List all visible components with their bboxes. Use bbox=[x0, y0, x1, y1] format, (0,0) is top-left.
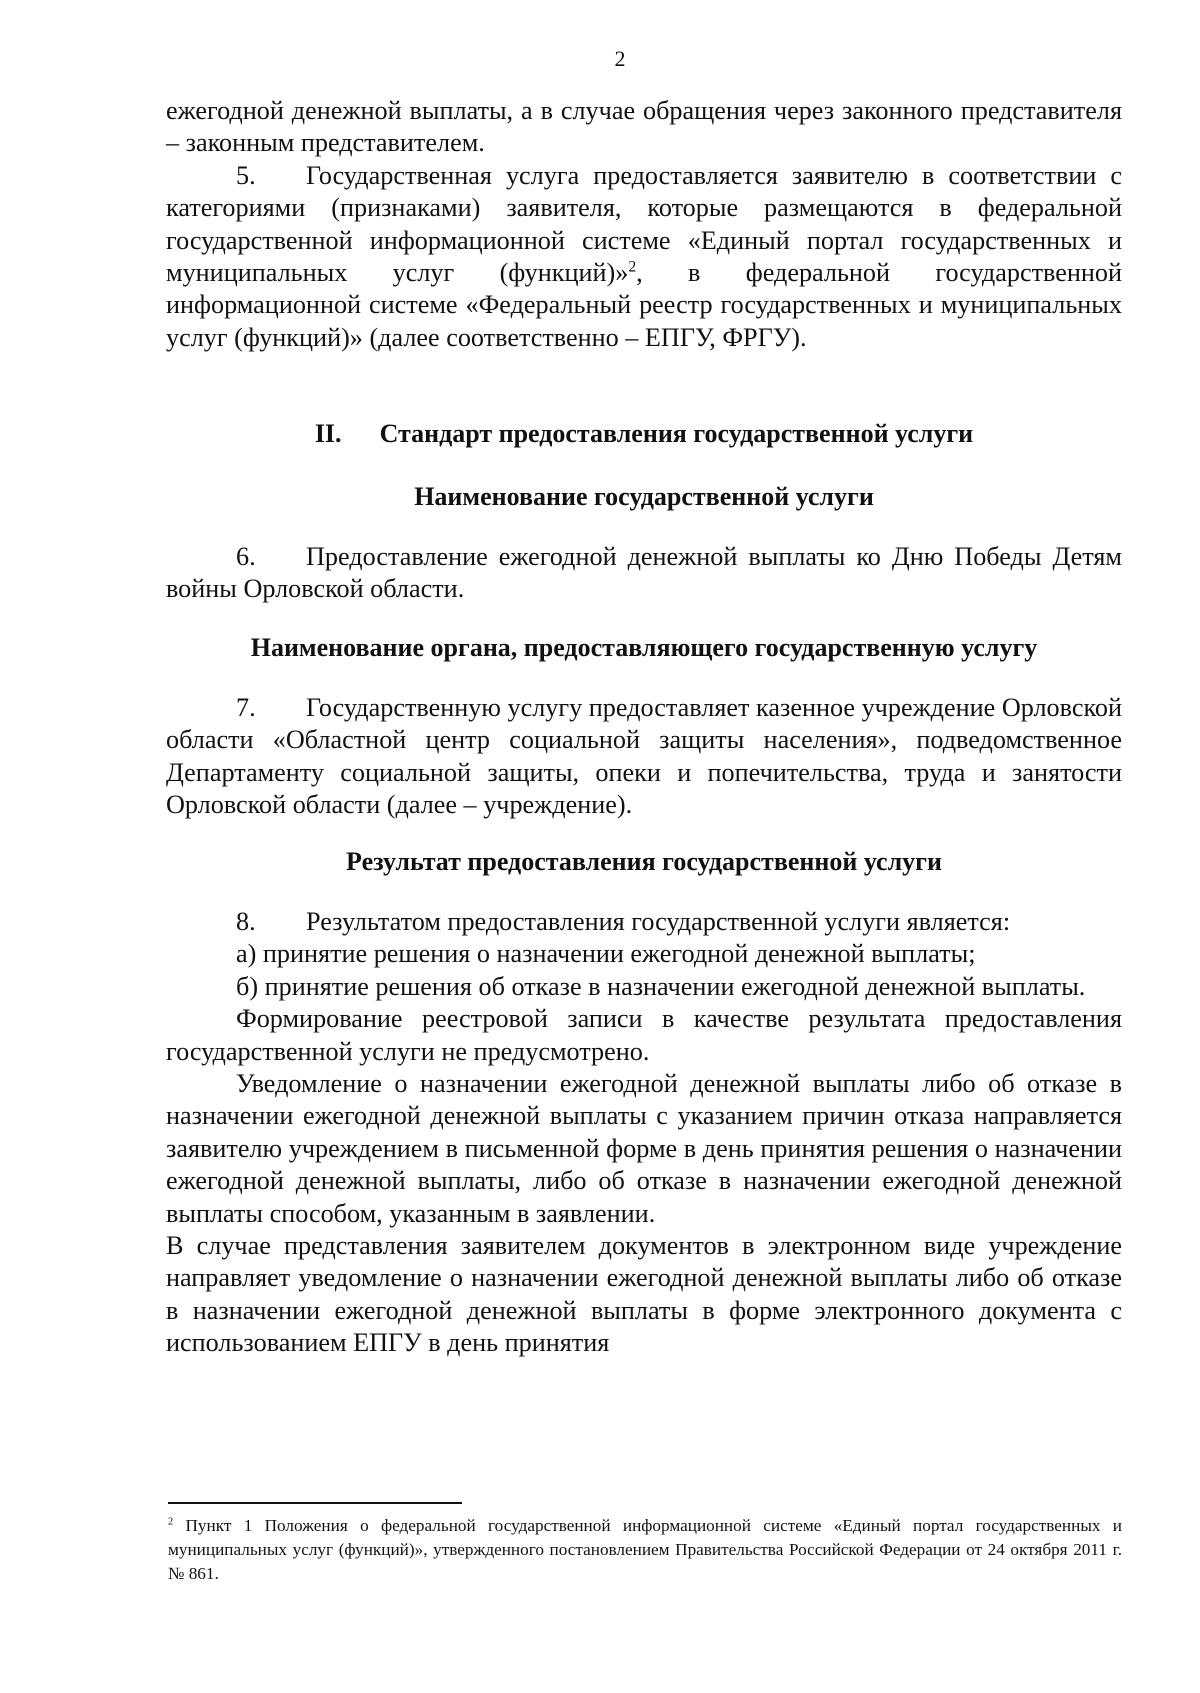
paragraph-8 bbox=[166, 906, 1122, 938]
paragraph-5-text-a: Государственная услуга предоставляется заявителю в соответствии с категориями (признаками) заявителя, которые размещаются в федеральной государственной информационной системе «Единый портал государственных и муниципальных услуг (функций)» bbox=[166, 160, 1122, 288]
paragraph-6 bbox=[166, 541, 1122, 606]
continuation-paragraph: ежегодной денежной выплаты, а в случае обращения через законного представителя – законным представителем. bbox=[166, 96, 1122, 158]
paragraph-5 bbox=[166, 160, 1122, 354]
paragraph-6-text: Предоставление ежегодной денежной выплаты ко Дню Победы Детям войны Орловской области. bbox=[166, 542, 1122, 604]
footnote-ref-2[interactable]: 2 bbox=[628, 258, 637, 276]
section-2-heading bbox=[166, 418, 1122, 450]
paragraph-7-text: Государственную услугу предоставляет казенное учреждение Орловской области «Областной центр социальной защиты населения», подведомственное Департаменту социальной защиты, опеки и попечительства, труда и занятости Орловской области (далее – учреждение). bbox=[166, 693, 1122, 820]
paragraph-7 bbox=[166, 692, 1122, 822]
notice-paragraph: Уведомление о назначении ежегодной денежной выплаты либо об отказе в назначении ежегодной денежной выплаты с указанием причин отказа направляется заявителю учреждением в письменной форме в день принятия решения о назначении ежегодной денежной выплаты, либо об отказе в назначении ежегодной денежной выплаты способом, указанным в заявлении. bbox=[166, 1069, 1122, 1228]
paragraph-8-text: Результатом предоставления государственной услуги является: bbox=[306, 907, 1011, 936]
paragraph-8-number: 8. bbox=[236, 907, 256, 936]
paragraph-7-block bbox=[166, 692, 1122, 822]
paragraph-5-number: 5. bbox=[236, 160, 256, 190]
registry-paragraph: Формирование реестровой записи в качестве результата предоставления государственной услуги не предусмотрено. bbox=[166, 1004, 1122, 1066]
paragraph-6-number: 6. bbox=[236, 542, 256, 571]
paragraph-7-number: 7. bbox=[236, 693, 256, 722]
paragraph-5-text-b: , в федеральной государственной информационной системе «Федеральный реестр государственных и муниципальных услуг (функций)» (далее соответственно – ЕПГУ, ФРГУ). bbox=[166, 258, 1122, 352]
paragraph-6-block bbox=[166, 541, 1122, 606]
result-item-b: б) принятие решения об отказе в назначении ежегодной денежной выплаты. bbox=[236, 971, 1086, 1001]
page-number: 2 bbox=[614, 46, 626, 71]
intro-block bbox=[166, 95, 1122, 354]
result-heading: Результат предоставления государственной услуги bbox=[346, 847, 942, 876]
section-2-title: Стандарт предоставления государственной услуги bbox=[379, 419, 974, 448]
section-2-number: II. bbox=[314, 419, 342, 448]
organ-heading: Наименование органа, предоставляющего государственную услугу bbox=[250, 633, 1038, 662]
footnote-2 bbox=[168, 1514, 1122, 1587]
footnote-text: Пункт 1 Положения о федеральной государственной информационной системе «Единый портал государственных и муниципальных услуг (функций)», утвержденного постановлением Правительства Российской Федерации от 24 октября 2011 г. № 861. bbox=[168, 1516, 1123, 1584]
electronic-paragraph: В случае представления заявителем документов в электронном виде учреждение направляет уведомление о назначении ежегодной денежной выплаты либо об отказе в назначении ежегодной денежной выплаты в форме электронного документа с использованием ЕПГУ в день принятия bbox=[166, 1231, 1122, 1358]
result-item-a: а) принятие решения о назначении ежегодной денежной выплаты; bbox=[236, 939, 976, 969]
service-name-heading: Наименование государственной услуги bbox=[414, 482, 874, 511]
footnote-marker: 2 bbox=[168, 1516, 174, 1528]
footnote-separator bbox=[168, 1502, 462, 1504]
paragraph-8-block bbox=[166, 906, 1122, 1360]
